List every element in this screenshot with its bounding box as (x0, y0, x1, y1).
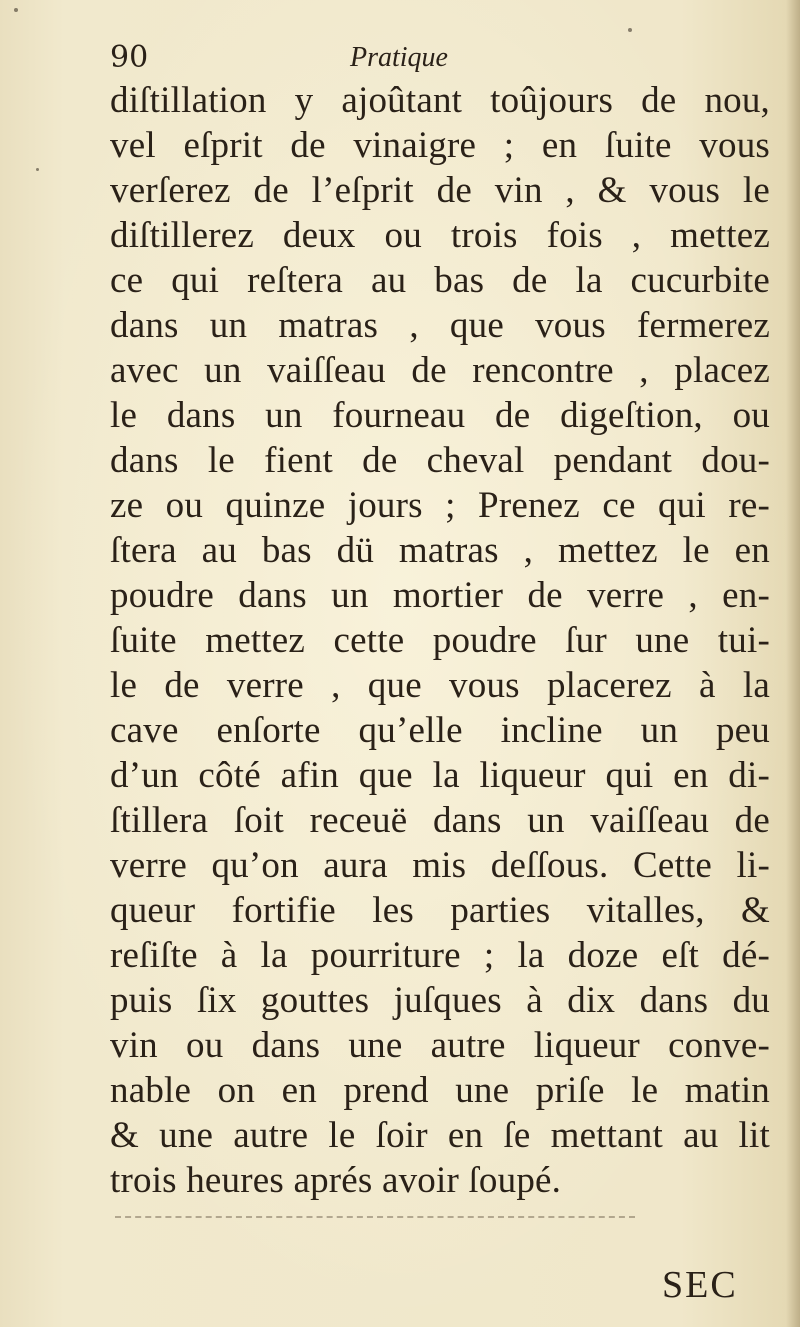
text-line: ſuite mettez cette poudre ſur une tui- (110, 620, 770, 661)
page-number: 90 (110, 40, 149, 75)
text-line: verre qu’on aura mis deſſous. Cette li- (110, 845, 770, 886)
text-line: ſtillera ſoit receuë dans un vaiſſeau de (110, 800, 770, 841)
catchword: SEC (662, 1264, 738, 1306)
ink-speck (36, 168, 39, 171)
text-line: le dans un fourneau de digeſtion, ou (110, 395, 770, 436)
text-line: d’un côté afin que la liqueur qui en di- (110, 755, 770, 796)
text-line: queur fortifie les parties vitalles, & (110, 890, 770, 931)
ink-speck (628, 28, 632, 32)
text-line: diſtillation y ajoûtant toûjours de nou, (110, 80, 770, 121)
text-line: cave enſorte qu’elle incline un peu (110, 710, 770, 751)
text-line: ze ou quinze jours ; Prenez ce qui re- (110, 485, 770, 526)
text-line: puis ſix gouttes juſques à dix dans du (110, 980, 770, 1021)
text-line: poudre dans un mortier de verre , en- (110, 575, 770, 616)
text-line: & une autre le ſoir en ſe mettant au lit (110, 1115, 770, 1156)
text-line: diſtillerez deux ou trois fois , mettez (110, 215, 770, 256)
text-line: vin ou dans une autre liqueur conve- (110, 1025, 770, 1066)
text-line: avec un vaiſſeau de rencontre , placez (110, 350, 770, 391)
text-line: ſtera au bas dü matras , mettez le en (110, 530, 770, 571)
text-line: verſerez de l’eſprit de vin , & vous le (110, 170, 770, 211)
body-text (110, 78, 770, 1203)
running-title: Pratique (350, 42, 448, 73)
text-line: reſiſte à la pourriture ; la doze eſt dé- (110, 935, 770, 976)
text-line: nable on en prend une priſe le matin (110, 1070, 770, 1111)
text-line: dans un matras , que vous fermerez (110, 305, 770, 346)
show-through-rule (115, 1216, 635, 1218)
text-line: ce qui reſtera au bas de la cucurbite (110, 260, 770, 301)
page-edge-shadow (786, 0, 800, 1327)
ink-speck (14, 8, 18, 12)
running-head (110, 38, 750, 78)
text-line: trois heures aprés avoir ſoupé. (110, 1160, 562, 1201)
text-line: vel eſprit de vinaigre ; en ſuite vous (110, 125, 770, 166)
text-line: le de verre , que vous placerez à la (110, 665, 770, 706)
text-line: dans le fient de cheval pendant dou- (110, 440, 770, 481)
